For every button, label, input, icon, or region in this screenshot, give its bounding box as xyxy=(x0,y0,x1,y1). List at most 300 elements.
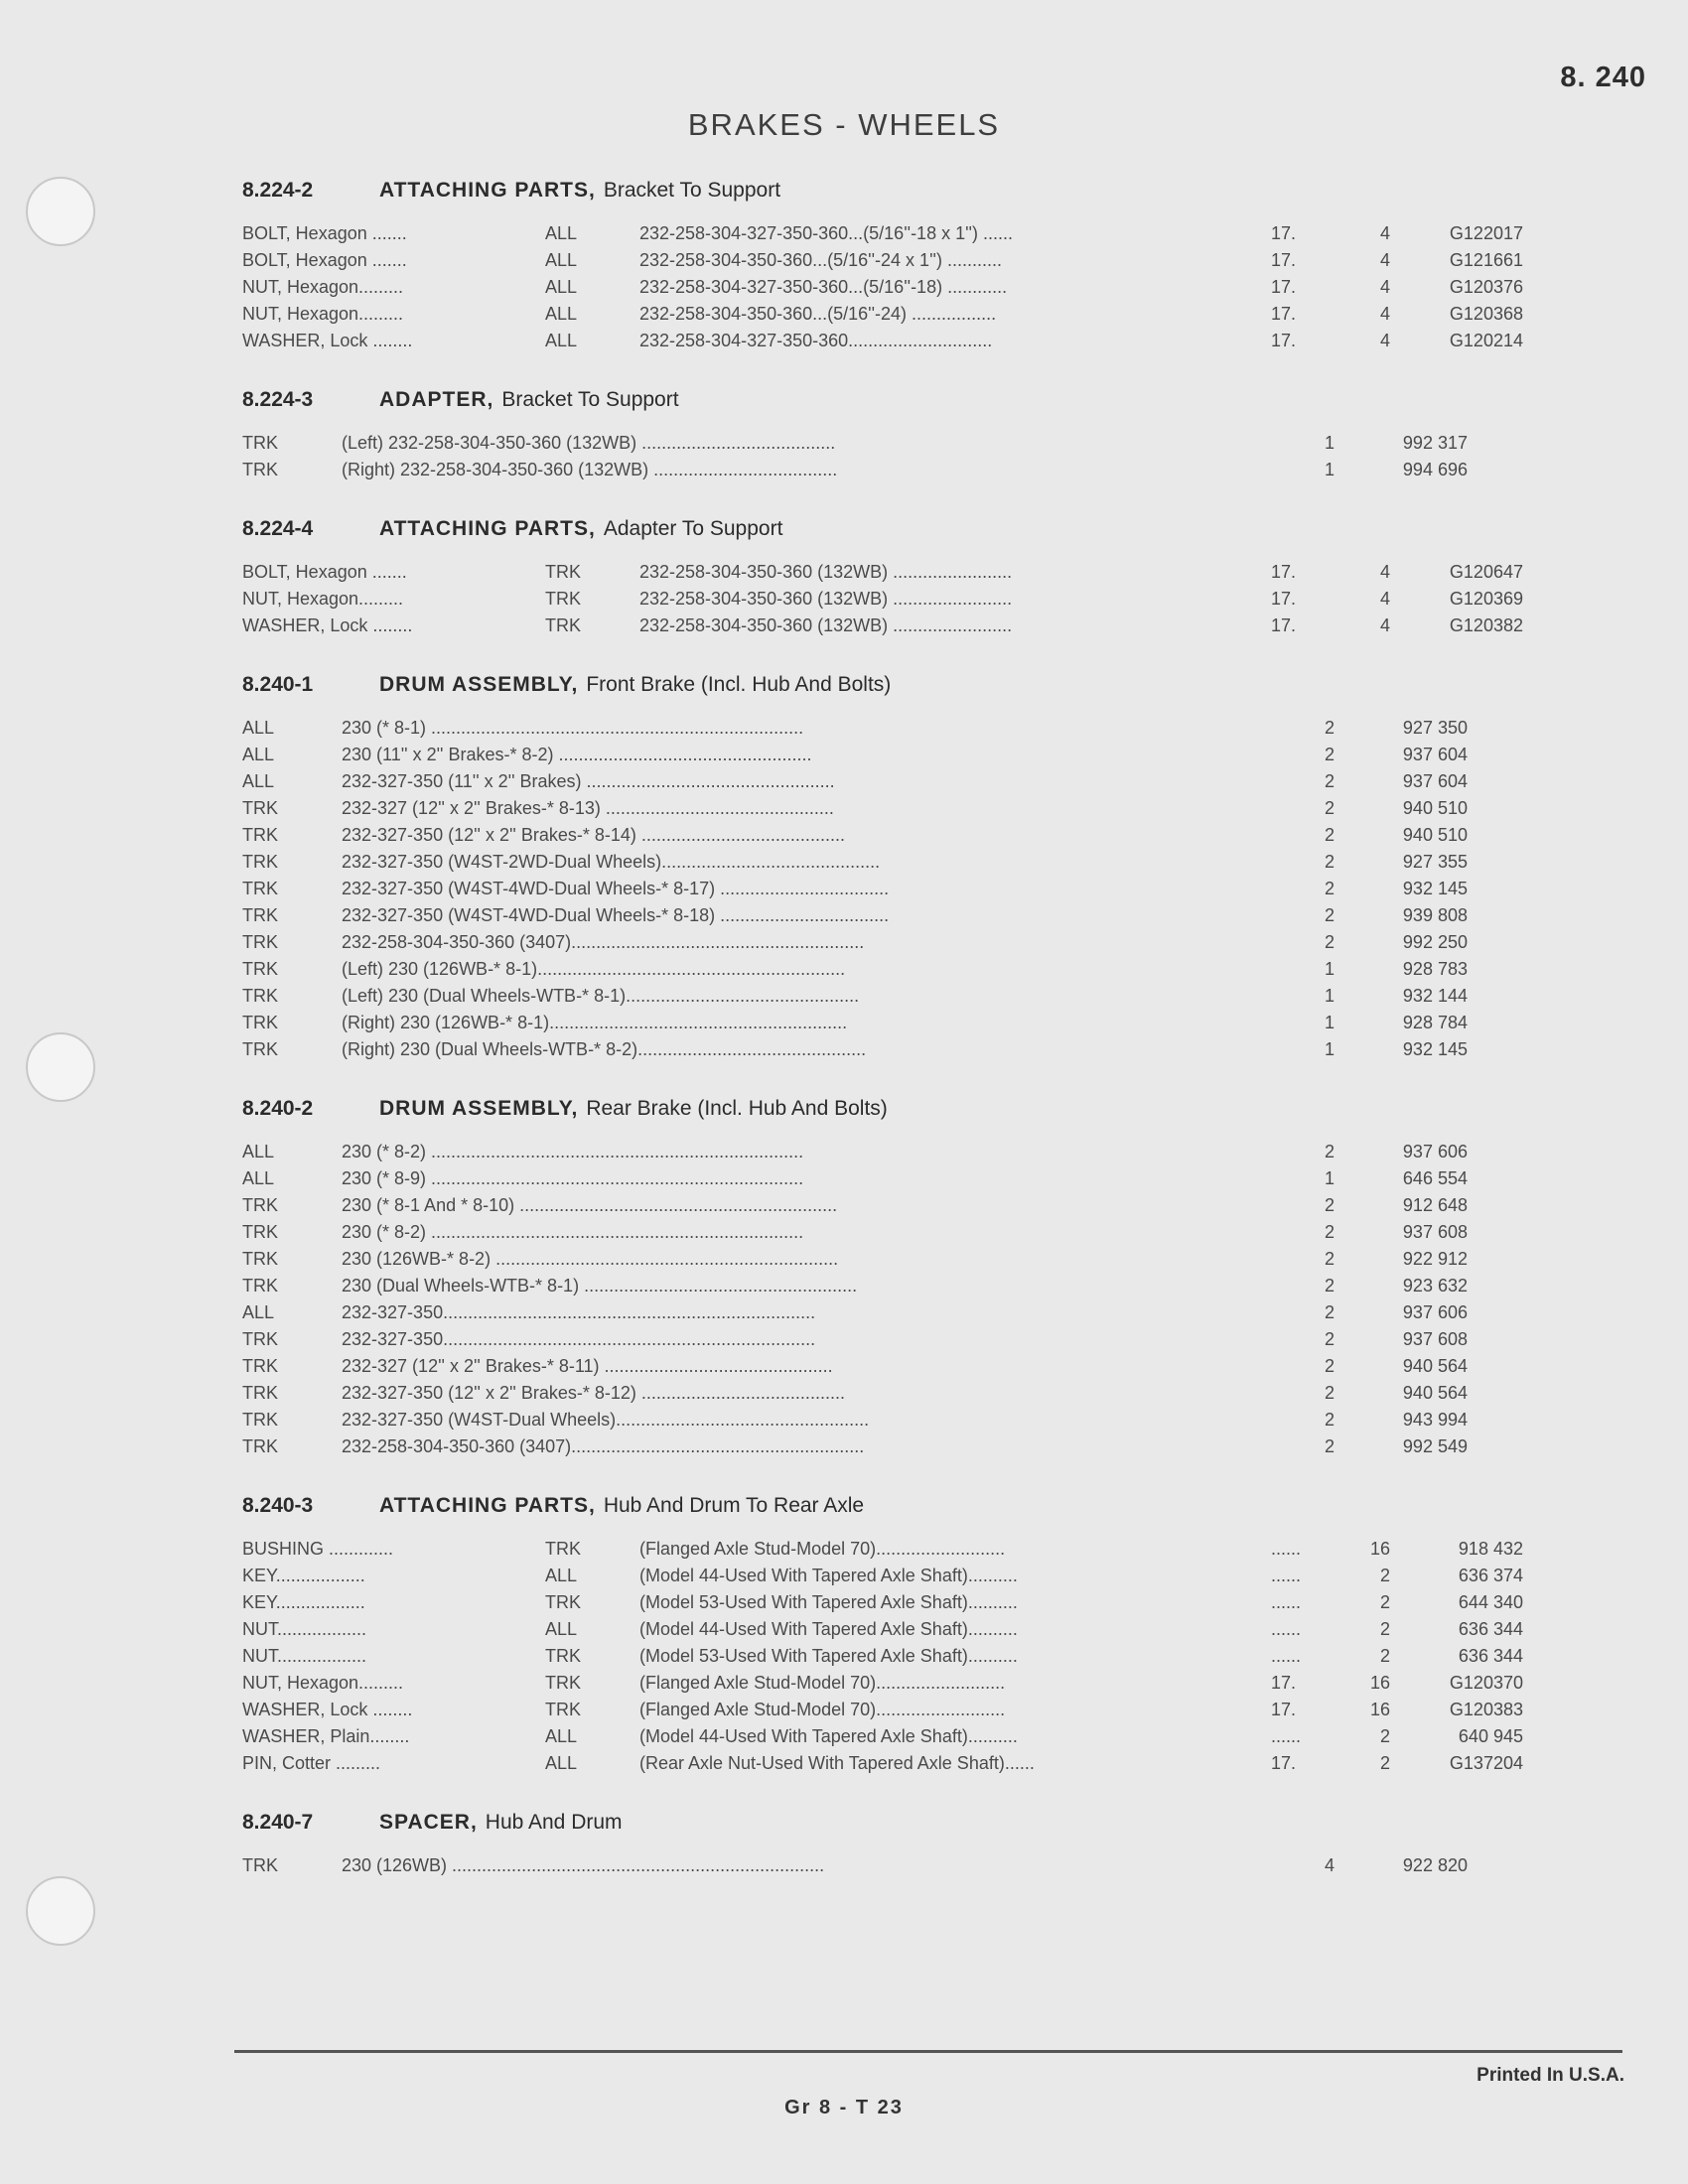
section-description: Front Brake (Incl. Hub And Bolts) xyxy=(586,673,892,696)
parts-section xyxy=(242,167,1563,354)
part-row xyxy=(242,247,1563,274)
section-title: ATTACHING PARTS, xyxy=(379,179,596,202)
part-description: 232-258-304-350-360...(5/16''-24 x 1'') ........... xyxy=(639,250,1002,270)
part-quantity: 2 xyxy=(1324,1356,1335,1376)
part-row xyxy=(242,1165,1563,1192)
part-row xyxy=(242,1643,1563,1670)
part-quantity: 2 xyxy=(1324,798,1335,818)
part-model: ALL xyxy=(242,1168,275,1188)
part-description: 232-327-350 (W4ST-4WD-Dual Wheels-* 8-18) .................................. xyxy=(342,905,890,925)
binder-hole-bottom xyxy=(26,1876,95,1946)
part-row xyxy=(242,1299,1563,1326)
section-header xyxy=(242,505,1563,553)
part-number: G120214 xyxy=(1449,331,1523,350)
part-row xyxy=(242,795,1563,822)
part-description: 232-258-304-327-350-360............................. xyxy=(639,331,993,350)
part-row xyxy=(242,1697,1563,1723)
part-description: (Flanged Axle Stud-Model 70).......................... xyxy=(639,1673,1006,1693)
part-row xyxy=(242,220,1563,247)
part-description: (Model 44-Used With Tapered Axle Shaft).......... xyxy=(639,1619,1018,1639)
parts-section xyxy=(242,661,1563,1063)
part-number: G120383 xyxy=(1449,1700,1523,1719)
printed-in-label: Printed In U.S.A. xyxy=(1477,2065,1624,2086)
part-model: TRK xyxy=(545,1592,581,1612)
part-quantity: 2 xyxy=(1324,1436,1335,1456)
part-description: (Right) 230 (Dual Wheels-WTB-* 8-2).............................................. xyxy=(342,1039,867,1059)
parts-section xyxy=(242,1085,1563,1460)
part-row xyxy=(242,1380,1563,1407)
part-description: (Model 53-Used With Tapered Axle Shaft).......... xyxy=(639,1646,1018,1666)
part-quantity: 4 xyxy=(1379,223,1390,243)
part-number: 636 344 xyxy=(1458,1619,1523,1639)
part-description: 232-258-304-350-360...(5/16''-24) ................. xyxy=(639,304,997,324)
part-name: NUT, Hexagon......... xyxy=(242,304,404,324)
part-row xyxy=(242,1192,1563,1219)
part-quantity: 2 xyxy=(1324,771,1335,791)
part-group: 17. xyxy=(1271,589,1297,609)
section-number: 8.240-7 xyxy=(242,1811,314,1834)
section-title: DRUM ASSEMBLY, xyxy=(379,673,579,696)
part-row xyxy=(242,1353,1563,1380)
part-model: TRK xyxy=(242,433,278,453)
part-model: TRK xyxy=(545,1673,581,1693)
part-description: 230 (* 8-2) ........................................................................... xyxy=(342,1222,804,1242)
part-row xyxy=(242,1273,1563,1299)
part-row xyxy=(242,1589,1563,1616)
part-number: 940 510 xyxy=(1402,825,1468,845)
parts-list xyxy=(242,167,1563,1901)
part-row xyxy=(242,457,1563,483)
part-model: ALL xyxy=(242,718,275,738)
part-model: ALL xyxy=(545,1726,578,1746)
section-header xyxy=(242,661,1563,709)
part-model: TRK xyxy=(242,1329,278,1349)
part-number: 922 912 xyxy=(1402,1249,1468,1269)
part-row xyxy=(242,1407,1563,1433)
part-model: TRK xyxy=(242,1356,278,1376)
part-description: 230 (* 8-1 And * 8-10) ................................................................ xyxy=(342,1195,838,1215)
part-number: 937 608 xyxy=(1402,1329,1468,1349)
part-quantity: 2 xyxy=(1379,1753,1390,1773)
part-description: (Flanged Axle Stud-Model 70).......................... xyxy=(639,1700,1006,1719)
part-number: G120370 xyxy=(1449,1673,1523,1693)
part-name: NUT.................. xyxy=(242,1646,367,1666)
part-number: G120647 xyxy=(1449,562,1523,582)
part-row xyxy=(242,328,1563,354)
part-quantity: 1 xyxy=(1324,460,1335,479)
part-row xyxy=(242,768,1563,795)
part-number: 646 554 xyxy=(1402,1168,1468,1188)
part-description: 232-258-304-350-360 (132WB) ........................ xyxy=(639,562,1013,582)
part-number: 932 144 xyxy=(1402,986,1468,1006)
part-model: TRK xyxy=(242,1855,278,1875)
part-description: 232-327-350 (W4ST-4WD-Dual Wheels-* 8-17) .................................. xyxy=(342,879,890,898)
section-title: SPACER, xyxy=(379,1811,478,1834)
part-name: BOLT, Hexagon ....... xyxy=(242,562,407,582)
part-name: BOLT, Hexagon ....... xyxy=(242,223,407,243)
part-row xyxy=(242,1723,1563,1750)
part-description: 230 (* 8-1) ........................................................................... xyxy=(342,718,804,738)
part-number: 636 374 xyxy=(1458,1566,1523,1585)
part-row xyxy=(242,1036,1563,1063)
part-quantity: 4 xyxy=(1379,250,1390,270)
part-number: G120376 xyxy=(1449,277,1523,297)
part-description: 232-258-304-350-360 (3407)........................................................... xyxy=(342,932,865,952)
part-model: TRK xyxy=(242,1195,278,1215)
part-description: 230 (126WB-* 8-2) ..................................................................... xyxy=(342,1249,839,1269)
section-header xyxy=(242,1085,1563,1133)
parts-section xyxy=(242,505,1563,639)
part-description: (Left) 230 (126WB-* 8-1).............................................................. xyxy=(342,959,846,979)
part-quantity: 1 xyxy=(1324,1168,1335,1188)
part-name: PIN, Cotter ......... xyxy=(242,1753,381,1773)
part-description: 232-327-350 (11'' x 2'' Brakes) .................................................. xyxy=(342,771,835,791)
part-model: ALL xyxy=(242,1142,275,1161)
part-name: NUT, Hexagon......... xyxy=(242,589,404,609)
section-number: 8.224-3 xyxy=(242,388,314,411)
part-name: WASHER, Lock ........ xyxy=(242,615,413,635)
part-number: G120382 xyxy=(1449,615,1523,635)
part-number: 992 317 xyxy=(1402,433,1468,453)
part-description: 232-258-304-350-360 (3407)........................................................... xyxy=(342,1436,865,1456)
part-number: 937 606 xyxy=(1402,1302,1468,1322)
part-group: ...... xyxy=(1271,1592,1302,1612)
section-description: Adapter To Support xyxy=(603,517,783,540)
section-description: Bracket To Support xyxy=(603,179,781,202)
part-model: TRK xyxy=(242,905,278,925)
part-number: 927 350 xyxy=(1402,718,1468,738)
part-quantity: 2 xyxy=(1379,1726,1390,1746)
part-number: 923 632 xyxy=(1402,1276,1468,1296)
part-model: TRK xyxy=(242,825,278,845)
part-description: (Rear Axle Nut-Used With Tapered Axle Shaft)...... xyxy=(639,1753,1035,1773)
part-number: G121661 xyxy=(1449,250,1523,270)
binder-hole-top xyxy=(26,177,95,246)
part-group: 17. xyxy=(1271,1700,1297,1719)
parts-section xyxy=(242,376,1563,483)
part-number: 940 564 xyxy=(1402,1383,1468,1403)
part-group: 17. xyxy=(1271,331,1297,350)
section-description: Rear Brake (Incl. Hub And Bolts) xyxy=(586,1097,888,1120)
part-quantity: 2 xyxy=(1324,1329,1335,1349)
part-model: ALL xyxy=(242,745,275,764)
part-description: 230 (Dual Wheels-WTB-* 8-1) ....................................................... xyxy=(342,1276,858,1296)
section-title: ATTACHING PARTS, xyxy=(379,517,596,540)
parts-section xyxy=(242,1799,1563,1879)
section-rows xyxy=(242,430,1563,483)
part-number: G120368 xyxy=(1449,304,1523,324)
part-number: 937 604 xyxy=(1402,771,1468,791)
part-model: TRK xyxy=(242,1383,278,1403)
part-model: TRK xyxy=(242,852,278,872)
part-row xyxy=(242,1219,1563,1246)
part-model: ALL xyxy=(545,1566,578,1585)
part-model: TRK xyxy=(242,932,278,952)
part-description: 230 (126WB) ........................................................................... xyxy=(342,1855,825,1875)
page-number: 8. 240 xyxy=(1560,62,1646,93)
section-header xyxy=(242,1799,1563,1846)
part-model: TRK xyxy=(545,589,581,609)
part-quantity: 1 xyxy=(1324,959,1335,979)
part-number: 636 344 xyxy=(1458,1646,1523,1666)
part-quantity: 2 xyxy=(1379,1566,1390,1585)
part-row xyxy=(242,301,1563,328)
part-model: TRK xyxy=(242,1039,278,1059)
part-description: 230 (* 8-2) ........................................................................... xyxy=(342,1142,804,1161)
part-quantity: 4 xyxy=(1379,615,1390,635)
part-row xyxy=(242,1670,1563,1697)
part-quantity: 4 xyxy=(1379,304,1390,324)
part-number: 928 784 xyxy=(1402,1013,1468,1032)
footer-rule xyxy=(234,2050,1622,2053)
part-row xyxy=(242,983,1563,1010)
section-rows xyxy=(242,220,1563,354)
part-row xyxy=(242,1326,1563,1353)
section-header xyxy=(242,1482,1563,1530)
part-number: 992 549 xyxy=(1402,1436,1468,1456)
parts-section xyxy=(242,1482,1563,1777)
part-name: NUT, Hexagon......... xyxy=(242,277,404,297)
part-model: TRK xyxy=(242,986,278,1006)
part-model: TRK xyxy=(545,1700,581,1719)
part-description: 232-327-350........................................................................... xyxy=(342,1302,816,1322)
part-quantity: 2 xyxy=(1379,1619,1390,1639)
part-model: TRK xyxy=(242,1249,278,1269)
part-model: ALL xyxy=(545,331,578,350)
part-quantity: 16 xyxy=(1369,1673,1390,1693)
part-model: ALL xyxy=(545,277,578,297)
part-number: 940 564 xyxy=(1402,1356,1468,1376)
part-number: 644 340 xyxy=(1458,1592,1523,1612)
part-row xyxy=(242,613,1563,639)
part-model: TRK xyxy=(242,1410,278,1430)
part-description: 232-327 (12'' x 2'' Brakes-* 8-13) .............................................. xyxy=(342,798,834,818)
section-header xyxy=(242,167,1563,214)
part-row xyxy=(242,430,1563,457)
part-model: TRK xyxy=(242,460,278,479)
part-name: WASHER, Lock ........ xyxy=(242,331,413,350)
part-description: 232-258-304-327-350-360...(5/16''-18) ............ xyxy=(639,277,1008,297)
part-name: NUT.................. xyxy=(242,1619,367,1639)
part-number: 932 145 xyxy=(1402,1039,1468,1059)
part-description: 232-327-350 (W4ST-Dual Wheels)................................................... xyxy=(342,1410,870,1430)
section-rows xyxy=(242,1536,1563,1777)
part-group: ...... xyxy=(1271,1726,1302,1746)
part-group: ...... xyxy=(1271,1566,1302,1585)
part-number: G137204 xyxy=(1449,1753,1523,1773)
part-group: 17. xyxy=(1271,250,1297,270)
part-number: G120369 xyxy=(1449,589,1523,609)
section-rows xyxy=(242,1139,1563,1460)
section-header xyxy=(242,376,1563,424)
part-quantity: 2 xyxy=(1379,1592,1390,1612)
section-description: Hub And Drum xyxy=(485,1811,623,1834)
part-description: 232-258-304-350-360 (132WB) ........................ xyxy=(639,589,1013,609)
part-row xyxy=(242,876,1563,902)
part-name: BUSHING ............. xyxy=(242,1539,394,1559)
part-quantity: 2 xyxy=(1324,879,1335,898)
part-model: TRK xyxy=(545,1646,581,1666)
part-quantity: 16 xyxy=(1369,1700,1390,1719)
part-description: (Left) 232-258-304-350-360 (132WB) ....................................... xyxy=(342,433,836,453)
part-quantity: 4 xyxy=(1324,1855,1335,1875)
part-model: TRK xyxy=(242,1276,278,1296)
part-quantity: 2 xyxy=(1324,905,1335,925)
part-group: 17. xyxy=(1271,615,1297,635)
part-group: 17. xyxy=(1271,1753,1297,1773)
part-row xyxy=(242,1750,1563,1777)
part-quantity: 1 xyxy=(1324,1039,1335,1059)
section-title: ATTACHING PARTS, xyxy=(379,1494,596,1517)
part-row xyxy=(242,822,1563,849)
part-quantity: 2 xyxy=(1324,745,1335,764)
part-description: 232-327-350 (W4ST-2WD-Dual Wheels)............................................ xyxy=(342,852,881,872)
part-quantity: 4 xyxy=(1379,562,1390,582)
part-description: (Model 44-Used With Tapered Axle Shaft).......... xyxy=(639,1726,1018,1746)
part-description: (Left) 230 (Dual Wheels-WTB-* 8-1)............................................... xyxy=(342,986,860,1006)
part-number: 937 608 xyxy=(1402,1222,1468,1242)
part-quantity: 1 xyxy=(1324,433,1335,453)
part-quantity: 2 xyxy=(1324,1410,1335,1430)
section-number: 8.224-2 xyxy=(242,179,314,202)
part-row xyxy=(242,1433,1563,1460)
section-description: Hub And Drum To Rear Axle xyxy=(603,1494,865,1517)
part-description: 232-327 (12'' x 2'' Brakes-* 8-11) .............................................. xyxy=(342,1356,833,1376)
section-title: ADAPTER, xyxy=(379,388,494,411)
part-model: TRK xyxy=(242,879,278,898)
section-number: 8.240-2 xyxy=(242,1097,314,1120)
part-quantity: 4 xyxy=(1379,331,1390,350)
part-quantity: 2 xyxy=(1324,718,1335,738)
part-row xyxy=(242,1246,1563,1273)
part-number: 927 355 xyxy=(1402,852,1468,872)
part-row xyxy=(242,1563,1563,1589)
part-row xyxy=(242,956,1563,983)
part-number: 928 783 xyxy=(1402,959,1468,979)
section-description: Bracket To Support xyxy=(501,388,679,411)
section-rows xyxy=(242,559,1563,639)
part-model: ALL xyxy=(545,1753,578,1773)
part-quantity: 1 xyxy=(1324,986,1335,1006)
part-quantity: 2 xyxy=(1324,1249,1335,1269)
part-quantity: 2 xyxy=(1379,1646,1390,1666)
page-title: BRAKES - WHEELS xyxy=(687,107,1001,142)
part-group: 17. xyxy=(1271,277,1297,297)
part-quantity: 2 xyxy=(1324,852,1335,872)
part-model: TRK xyxy=(242,959,278,979)
part-model: TRK xyxy=(242,1222,278,1242)
part-row xyxy=(242,274,1563,301)
section-title: DRUM ASSEMBLY, xyxy=(379,1097,579,1120)
part-number: 994 696 xyxy=(1402,460,1468,479)
section-number: 8.240-1 xyxy=(242,673,314,696)
part-row xyxy=(242,929,1563,956)
part-model: TRK xyxy=(242,1436,278,1456)
part-quantity: 2 xyxy=(1324,825,1335,845)
part-group: ...... xyxy=(1271,1539,1302,1559)
section-rows xyxy=(242,1852,1563,1879)
part-number: 918 432 xyxy=(1458,1539,1523,1559)
part-number: 939 808 xyxy=(1402,905,1468,925)
part-number: 992 250 xyxy=(1402,932,1468,952)
part-description: 232-258-304-350-360 (132WB) ........................ xyxy=(639,615,1013,635)
part-number: 937 606 xyxy=(1402,1142,1468,1161)
part-description: (Right) 232-258-304-350-360 (132WB) ..................................... xyxy=(342,460,838,479)
part-group: 17. xyxy=(1271,1673,1297,1693)
part-name: WASHER, Plain........ xyxy=(242,1726,410,1746)
part-model: ALL xyxy=(545,223,578,243)
part-quantity: 2 xyxy=(1324,1302,1335,1322)
part-model: TRK xyxy=(545,562,581,582)
part-quantity: 1 xyxy=(1324,1013,1335,1032)
part-model: ALL xyxy=(242,771,275,791)
part-description: 232-327-350 (12'' x 2'' Brakes-* 8-14) ......................................... xyxy=(342,825,845,845)
part-name: BOLT, Hexagon ....... xyxy=(242,250,407,270)
part-quantity: 2 xyxy=(1324,1222,1335,1242)
part-description: (Model 53-Used With Tapered Axle Shaft).......... xyxy=(639,1592,1018,1612)
part-model: ALL xyxy=(545,304,578,324)
section-rows xyxy=(242,715,1563,1063)
part-description: 232-258-304-327-350-360...(5/16''-18 x 1'') ...... xyxy=(639,223,1013,243)
part-description: 232-327-350 (12'' x 2'' Brakes-* 8-12) ......................................... xyxy=(342,1383,845,1403)
part-name: KEY.................. xyxy=(242,1592,365,1612)
part-description: (Model 44-Used With Tapered Axle Shaft).......... xyxy=(639,1566,1018,1585)
footer-code: Gr 8 - T 23 xyxy=(784,2097,904,2118)
part-number: 943 994 xyxy=(1402,1410,1468,1430)
part-model: ALL xyxy=(545,1619,578,1639)
part-description: (Right) 230 (126WB-* 8-1)............................................................ xyxy=(342,1013,848,1032)
part-row xyxy=(242,902,1563,929)
binder-hole-middle xyxy=(26,1032,95,1102)
part-row xyxy=(242,1139,1563,1165)
part-quantity: 4 xyxy=(1379,277,1390,297)
part-number: 937 604 xyxy=(1402,745,1468,764)
part-description: 232-327-350........................................................................... xyxy=(342,1329,816,1349)
part-description: (Flanged Axle Stud-Model 70).......................... xyxy=(639,1539,1006,1559)
part-model: TRK xyxy=(242,1013,278,1032)
part-number: 932 145 xyxy=(1402,879,1468,898)
part-group: ...... xyxy=(1271,1646,1302,1666)
part-row xyxy=(242,1852,1563,1879)
part-row xyxy=(242,559,1563,586)
part-quantity: 2 xyxy=(1324,1383,1335,1403)
part-number: 640 945 xyxy=(1458,1726,1523,1746)
part-quantity: 16 xyxy=(1369,1539,1390,1559)
part-description: 230 (11'' x 2'' Brakes-* 8-2) ................................................... xyxy=(342,745,812,764)
part-group: 17. xyxy=(1271,223,1297,243)
part-model: TRK xyxy=(545,1539,581,1559)
part-row xyxy=(242,586,1563,613)
part-quantity: 4 xyxy=(1379,589,1390,609)
part-number: G122017 xyxy=(1449,223,1523,243)
section-number: 8.224-4 xyxy=(242,517,314,540)
part-model: TRK xyxy=(545,615,581,635)
part-name: WASHER, Lock ........ xyxy=(242,1700,413,1719)
part-number: 912 648 xyxy=(1402,1195,1468,1215)
part-quantity: 2 xyxy=(1324,1195,1335,1215)
part-row xyxy=(242,1010,1563,1036)
part-row xyxy=(242,849,1563,876)
part-row xyxy=(242,1616,1563,1643)
part-number: 940 510 xyxy=(1402,798,1468,818)
section-number: 8.240-3 xyxy=(242,1494,314,1517)
part-model: TRK xyxy=(242,798,278,818)
part-quantity: 2 xyxy=(1324,932,1335,952)
part-group: 17. xyxy=(1271,562,1297,582)
part-row xyxy=(242,742,1563,768)
part-group: 17. xyxy=(1271,304,1297,324)
part-number: 922 820 xyxy=(1402,1855,1468,1875)
